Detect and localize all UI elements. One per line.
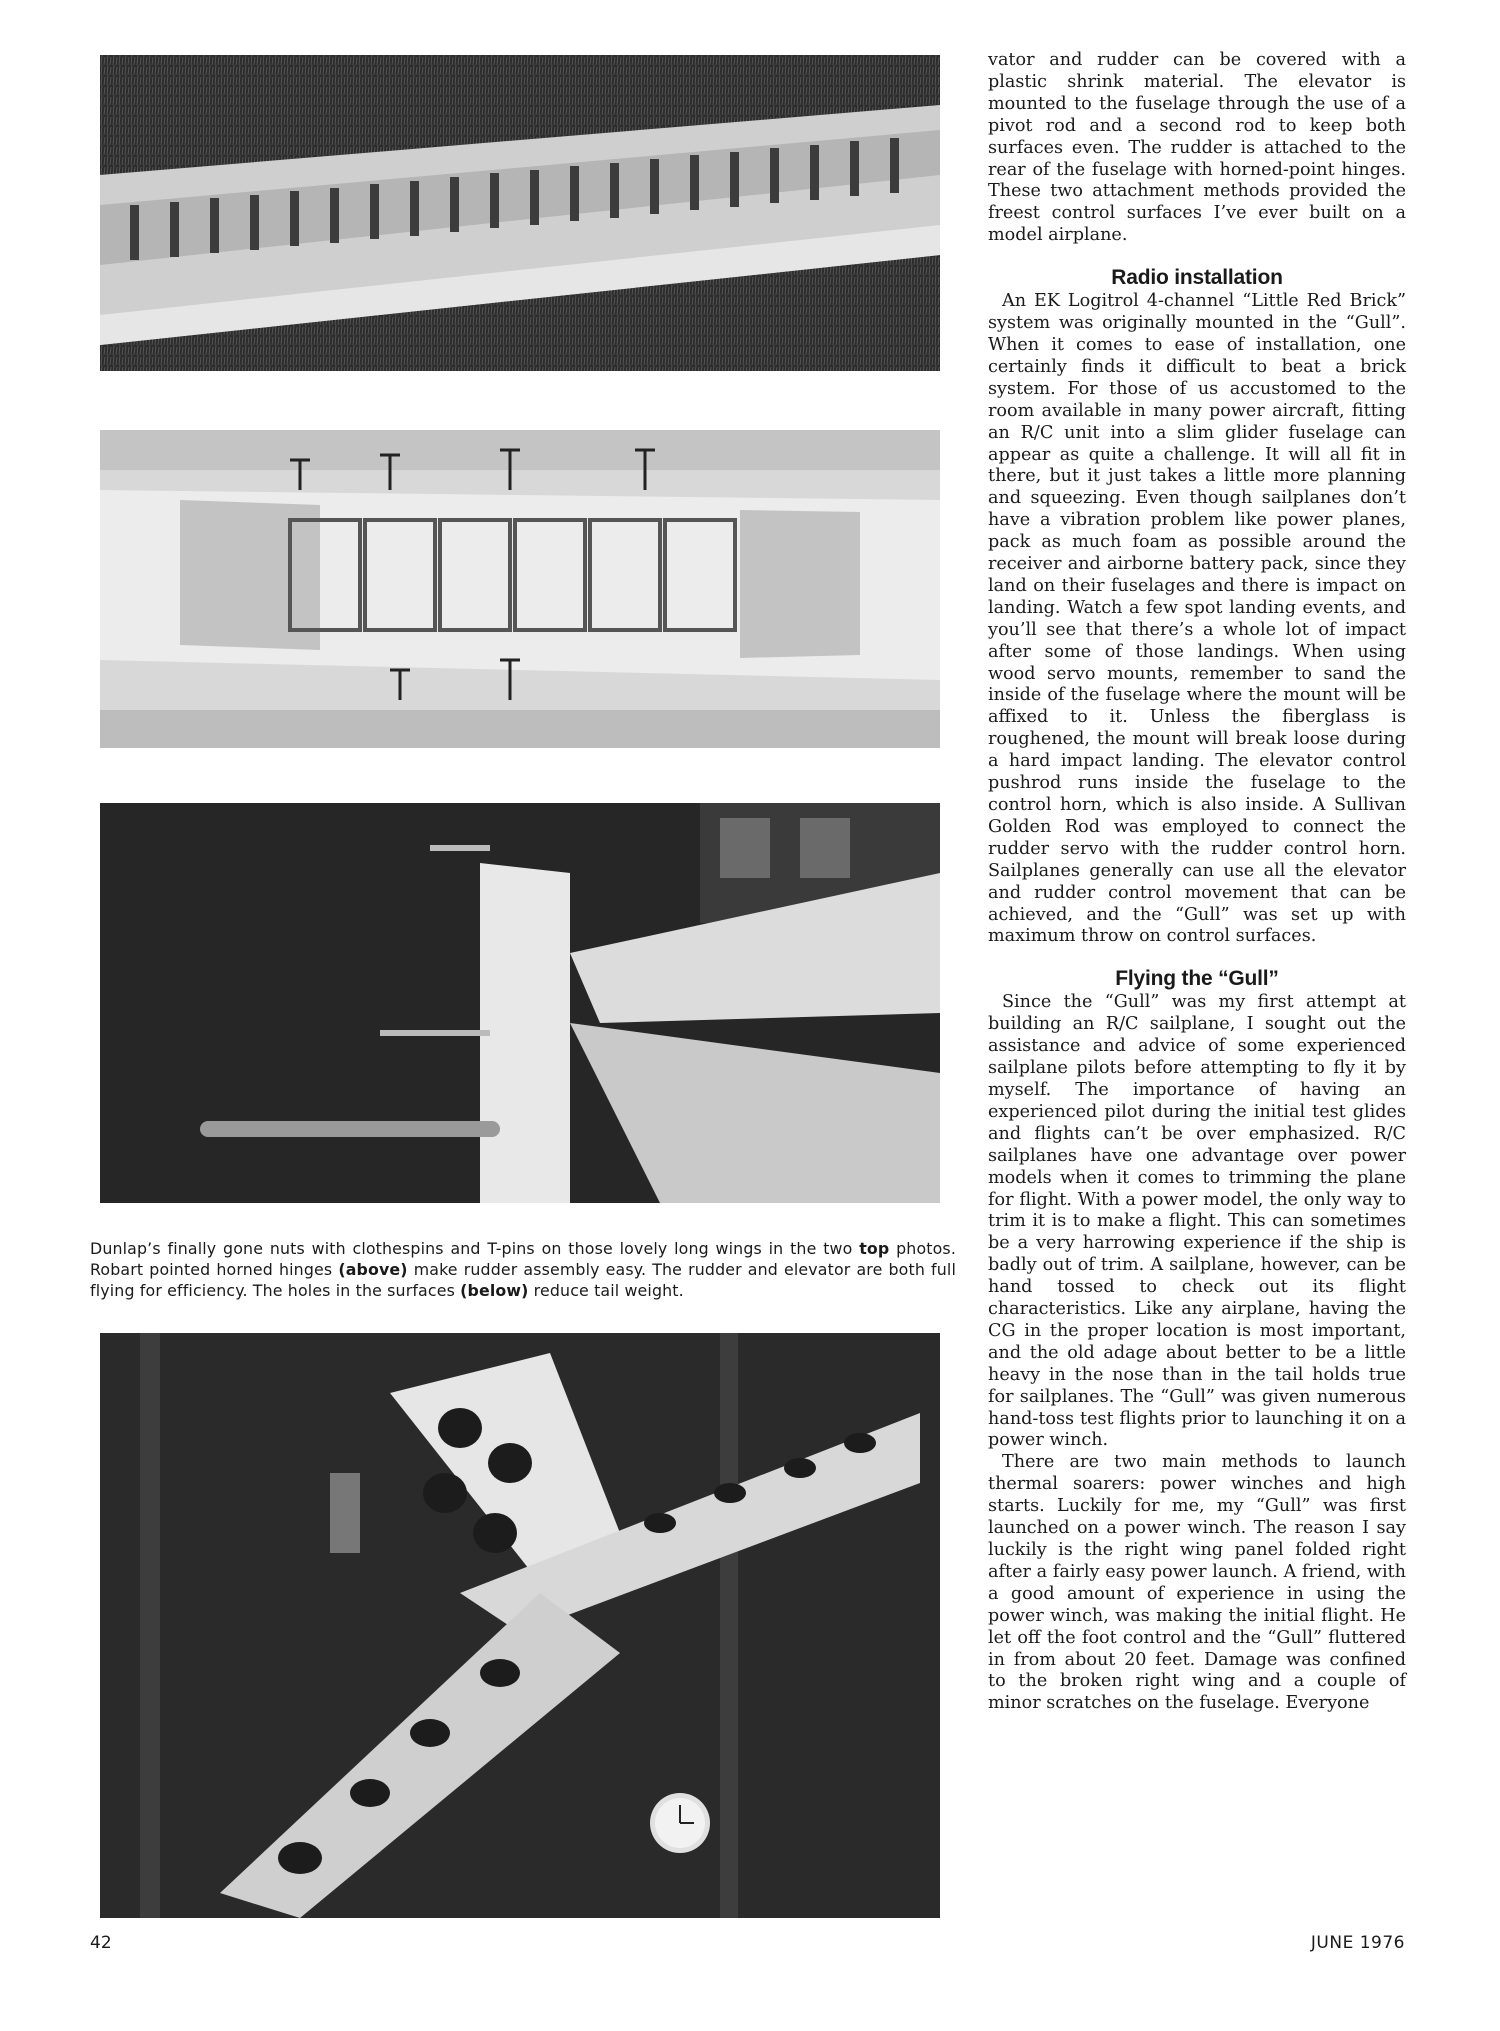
caption-text: reduce tail weight.: [528, 1281, 684, 1300]
issue-date: JUNE 1976: [1310, 1933, 1405, 1953]
photo-rudder-hinges: [100, 803, 940, 1203]
photo-wing-t-pins: [100, 430, 940, 748]
caption-text: photos. Robart pointed horned hinges: [90, 1239, 956, 1279]
photo-caption: [90, 1238, 956, 1301]
rudder-hinges-image: [100, 803, 940, 1203]
caption-emphasis: (below): [460, 1281, 529, 1300]
article-paragraph: Since the “Gull” was my first attempt at building an R/C sailplane, I sought out the assistance and advice of some experienced sailplane pilots before attempting to fly it by myself. The importance of having an experienced pilot during the initial test glides and flights can’t be over emphasized. R/C sailplanes have one advantage over power models when it comes to trimming the plane for flight. With a power model, the only way to trim it is to make a flight. This can sometimes be a very harrowing experience if the ship is badly out of trim. A sailplane, however, can be hand tossed to check out its flight characteristics. Like any airplane, having the CG in the proper location is most important, and the old adage about better to be a little heavy in the nose than in the tail holds true for sailplanes. The “Gull” was given numerous hand-toss test flights prior to launching it on a power winch.: [988, 992, 1406, 1451]
article-paragraph: An EK Logitrol 4-channel “Little Red Brick” system was originally mounted in the “Gull”. When it comes to ease of installation, one certainly finds it difficult to beat a brick system. For those of us accustomed to the room available in many power aircraft, fitting an R/C unit into a slim glider fuselage can appear as quite a challenge. It will all fit in there, but it just takes a little more planning and squeezing. Even though sailplanes don’t have a vibration problem like power planes, pack as much foam as possible around the receiver and airborne battery pack, since they land on their fuselages and there is impact on landing. Watch a few spot landing events, and you’ll see that there’s a whole lot of impact after some of those landings. When using wood servo mounts, remember to sand the inside of the fuselage where the mount will be affixed to it. Unless the fiberglass is roughened, the mount will break loose during a hard impact landing. The elevator control pushrod runs inside the fuselage to the control horn, which is also inside. A Sullivan Golden Rod was employed to connect the rudder servo with the rudder control horn. Sailplanes generally can use all the elevator and rudder control movement that can be achieved, and the “Gull” was set up with maximum throw on control surfaces.: [988, 291, 1406, 947]
section-heading-radio-installation: Radio installation: [1111, 266, 1283, 290]
section-heading-flying-the-gull: Flying the “Gull”: [1115, 967, 1279, 991]
wing-t-pins-image: [100, 430, 940, 748]
caption-emphasis: top: [859, 1239, 890, 1258]
caption-text: make rudder assembly easy. The rudder and elevator are both full flying for efficiency. The holes in the surfaces: [90, 1260, 956, 1300]
page-number: 42: [90, 1933, 112, 1953]
photo-wing-clothespins: [100, 55, 940, 371]
photo-tail-surfaces: [100, 1333, 940, 1918]
article-paragraph: vator and rudder can be covered with a plastic shrink material. The elevator is mounted to the fuselage through the use of a pivot rod and a second rod to keep both surfaces even. The rudder is attached to the rear of the fuselage with horned-point hinges. These two attachment methods provided the freest control surfaces I’ve ever built on a model airplane.: [988, 50, 1406, 246]
caption-text: Dunlap’s finally gone nuts with clothespins and T-pins on those lovely long wings in the two: [90, 1239, 860, 1258]
caption-emphasis: (above): [338, 1260, 408, 1279]
article-column: [988, 50, 1406, 1715]
article-paragraph: There are two main methods to launch thermal soarers: power winches and high starts. Luckily for me, my “Gull” was first launched on a power winch. The reason I say luckily is the right wing panel folded right after a fairly easy power launch. A friend, with a good amount of experience in using the power winch, was making the initial flight. He let off the foot control and the “Gull” fluttered in from about 20 feet. Damage was confined to the broken right wing and a couple of minor scratches on the fuselage. Everyone: [988, 1452, 1406, 1714]
tail-surfaces-image: [100, 1333, 940, 1918]
wing-clothespins-image: [100, 55, 940, 371]
